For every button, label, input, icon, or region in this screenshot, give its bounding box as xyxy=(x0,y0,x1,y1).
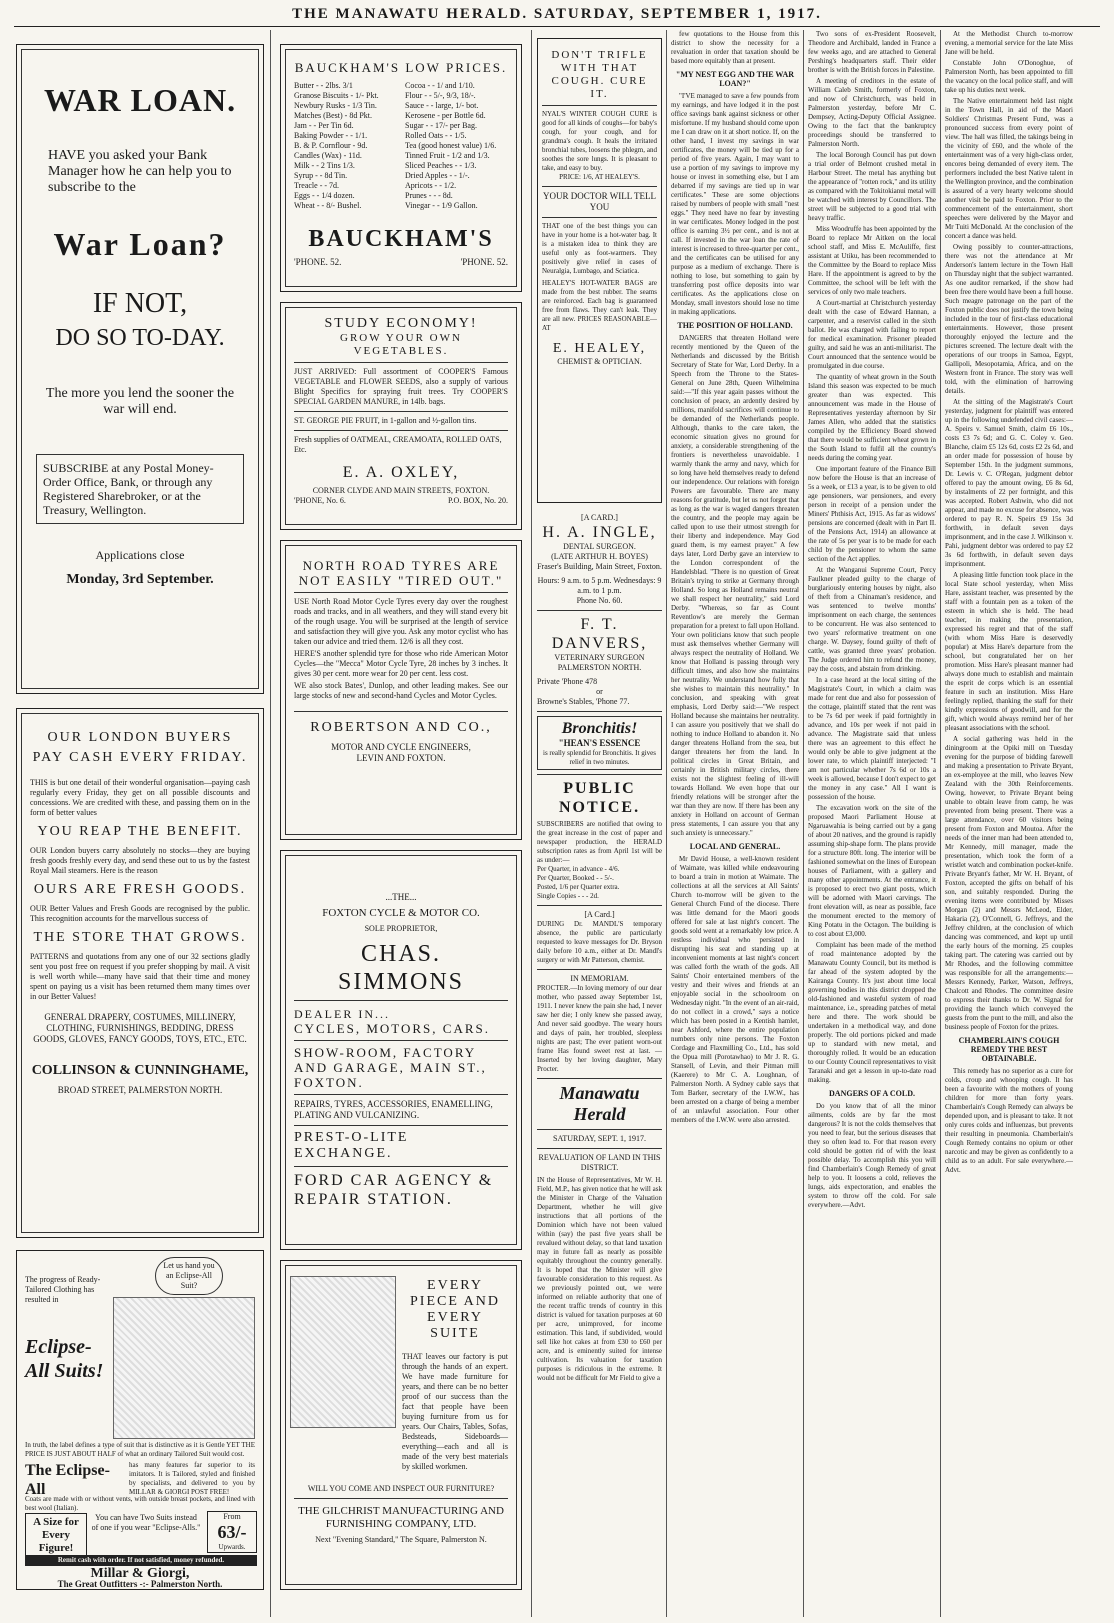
bauckham-name: BAUCKHAM'S xyxy=(308,226,494,252)
eclipse-size-box: A Size for Every Figure! xyxy=(25,1513,87,1558)
simmons-repairs: REPAIRS, TYRES, ACCESSORIES, ENAMELLING, PLATING AND VULCANIZING. xyxy=(294,1099,493,1120)
oxley-phone: 'PHONE, No. 6. xyxy=(294,496,346,505)
mandl-notice: DURING Dr. MANDL'S temporary absence, the public are particularly requested to leave messages for Dr. Bryson daily before 10 a.m., either at Dr. Mandl's surgery or with Mr Patterson, chemist. xyxy=(537,920,662,964)
price-item: Eggs - - 1/4 dozen. xyxy=(294,191,355,200)
divider xyxy=(294,1094,508,1095)
bauckham-phone-left: 'PHONE. 52. xyxy=(294,257,342,267)
london-para-4: PATTERNS and quotations from any one of our 32 sections gladly sent you post free on request if you prefer shopping by mail. A visit is well worth while—many have said that their time and money spent on paying us a visit has been returned them many times over in our Better Values! xyxy=(30,952,250,1001)
tyres-para-3: WE also stock Bates', Dunlop, and other leading makes. See our large stocks of new and second-hand Cycles and Motor Cycles. xyxy=(294,681,508,700)
price-item: Prunes - - - 8d. xyxy=(405,191,453,200)
article-paragraph: The local Borough Council has put down a trial order of Belmont crushed metal in Harbour Street. The metal has anything but the appearance of "rotten rock," and its utility as compared with the Tokitokianui metal will be watched with interest by Councillors. The street will be subjected to a good trial with heavy traffic. xyxy=(808,151,936,222)
robertson-name: ROBERTSON AND CO., xyxy=(310,720,492,735)
article-paragraph: At the Methodist Church to-morrow evening, a memorial service for the late Miss Jane will be held. xyxy=(945,30,1073,56)
price-item: Matches (Best) - 8d Pkt. xyxy=(294,111,372,120)
danvers-trade: VETERINARY SURGEON PALMERSTON NORTH. xyxy=(554,653,645,672)
war-loan-question: War Loan? xyxy=(53,226,227,262)
revaluation-headline: REVALUATION OF LAND IN THIS DISTRICT. xyxy=(538,1153,661,1172)
article-paragraph: In a case heard at the local sitting of the Magistrate's Court, in which a claim was made for rent due and also for possession of the cottage, plaintiff stated that the rent was to be 7s 6d per week if paid fortnightly in advance, and 10s per week if not paid in advance. The Magistrate said that unless there was an agreement to this effect he would only be able to give judgment at the lower rate, to which plaintiff interjected: "I am not particular whether 7s 6d or 10s a week is allowed, because I don't expect to get the money in any case." All I want is possession of the house. xyxy=(808,676,936,801)
price-item: Tea (good honest value) 1/6. xyxy=(405,141,497,150)
gilchrist-invite: WILL YOU COME AND INSPECT OUR FURNITURE? xyxy=(307,1484,495,1493)
chamberlain-article: This remedy has no superior as a cure for colds, croup and whooping cough. It has been a favourite with the mothers of young children for more than forty years. Chamberlain's Cough Remedy can always be depended upon, and is pleasant to take. It not only cures colds and influenzas, but prevents their resulting in pneumonia. Chamberlain's Cough Remedy contains no opium or other narcotic and may be given as confidently to a child as to an adult. For sale everywhere.—Advt. xyxy=(945,1067,1073,1174)
divider xyxy=(294,411,508,412)
price-item: Treacle - - 7d. xyxy=(294,181,340,190)
notice-rate-4: Single Copies - - - 2d. xyxy=(537,892,599,900)
millar-giorgi-name: Millar & Giorgi, xyxy=(90,1566,190,1581)
dangers-cold-headline: DANGERS OF A COLD. xyxy=(829,1089,915,1098)
price-item: Candles (Wax) - 11d. xyxy=(294,151,362,160)
london-title-1: OUR LONDON BUYERS xyxy=(47,730,233,745)
holland-headline: THE POSITION OF HOLLAND. xyxy=(677,321,793,330)
article-paragraph: The excavation work on the site of the proposed Maori Parliament House at Ngaruawahia is being carried out by a gang of about 20 natives, and the ground is rapidly assuming ship-shape form. The plans provide for a structure 80ft. long. The interior will be fashioned somewhat on the lines of European houses of Parliament, with a gallery and many other appointments. At the entrance, it is proposed to erect two giant posts, which will be adorned with Maori carvings. The front elevation will, as near as possible, face the monument erected to the memory of King Potatu in the Octagon. The building is to cost about £3,000. xyxy=(808,804,936,938)
article-paragraph: One important feature of the Finance Bill now before the House is that an increase of 5s a week, or £13 a year, is to be given to old age pensioners, war pensioners, and every person in receipt of a pension under the Miners' Phthisis Act, 1915. As far as widows' pensions are concerned (dealt with in Part II. of the Pensions Act, 1914) an allowance at the rate of 5s per year is to be made for each child by the pensioner to whom the same section of the Act applies. xyxy=(808,465,936,563)
divider xyxy=(542,217,657,218)
price-upwards-label: Upwards. xyxy=(218,1543,246,1551)
article-paragraph: Miss Woodruffe has been appointed by the Board to replace Mr Aitken on the local school staff, and Miss E. McAuliffe, first assistant at Utiku, has been recommended to the Committee by the Board to replace Miss Hare. If the appointment is agreed to by the Committee, the school will be left with the services of only two male teachers. xyxy=(808,225,936,296)
divider xyxy=(294,711,508,712)
divider xyxy=(294,1166,508,1167)
divider xyxy=(542,186,657,187)
notice-rate-3: Posted, 1/6 per Quarter extra. xyxy=(537,883,620,891)
divider xyxy=(294,362,508,363)
war-loan-title: WAR LOAN. xyxy=(43,82,237,118)
divider xyxy=(294,1000,508,1001)
oxley-po-box: P.O. BOX, No. 20. xyxy=(447,496,508,505)
lend-slogan: The more you lend the sooner the war will end. xyxy=(45,386,235,417)
heans-desc: is really splendid for Bronchitis. It gives relief in two minutes. xyxy=(543,749,656,766)
notice-rate-2: Per Quarter, Booked - - 5/-. xyxy=(537,874,614,882)
column-rule xyxy=(940,30,941,1617)
ingle-trade: DENTAL SURGEON. xyxy=(563,542,636,551)
local-general-article: Mr David House, a well-known resident of Waimate, was killed while endeavouring to board a train in motion at Waimate. The collections at all the services at All Saints' Church to-morrow will be given to the General Church Fund of the diocese. There was little demand for the Maori goods offered for sale at last night's concert. The goods sold went at a remarkably low price. A restless individual who persisted in disrupting his seat and standing up at inconvenient moments at last night's concert was called forth the wrath of the gods. All Saints' Choir entertained members of the vestry and their wives and friends at an enjoyable social in the schoolroom on Wednesday night. "In the event of an air-raid, do not collect in a crowd," says a notice which has been posted in a Kentish hamlet, near Ashford, where the entire population numbers only nine persons. The Foxton Cordage and Flaxmilling Co., Ltd., has sold the Opua mill (Porotawhao) to Mr J. R. G. Stansell, of Levin, and their Pitman mill (Kaerere) to Mr C. A. Loughnan, of Palmerston North. A Sydney cable says that Tom Barker, secretary of the I.W.W., has been arrested on a charge of being a member of an unlawful association. Four other members of the I.W.W. were also arrested. xyxy=(671,855,799,1124)
london-goods-list: GENERAL DRAPERY, COSTUMES, MILLINERY, CLOTHING, FURNISHINGS, BEDDING, DRESS GOODS, GLOVES, FANCY GOODS, TOYS, ETC., ETC. xyxy=(33,1012,247,1044)
divider xyxy=(537,1129,662,1130)
eclipse-speech-bubble: Let us hand you an Eclipse-All Suit? xyxy=(155,1257,223,1295)
eclipse-remit: Remit cash with order. If not satisfied, money refunded. xyxy=(25,1555,257,1566)
divider xyxy=(294,430,508,431)
healey-para-3: HEALEY'S HOT-WATER BAGS are made from the best rubber. The seams are reinforced. Each bag is guaranteed free from flaws. They can't leak. They are all new. PRICES REASONABLE—AT xyxy=(542,279,657,332)
eclipse-fine-print: In truth, the label defines a type of suit that is distinctive as it is Gentle YET THE PRICE IS JUST ABOUT HALF of what an ordinary Tailored Suit would cost. xyxy=(25,1441,255,1458)
divider xyxy=(537,905,662,906)
eclipse-brand-desc: has many features far superior to its imitators. It is Tailored, styled and finished by specialists, and delivered to you by MILLAR & GIORGI POST FREE! xyxy=(129,1461,255,1496)
ingle-card-label: [A CARD.] xyxy=(581,513,618,522)
applications-close-label: Applications close xyxy=(95,548,185,562)
tyres-para-1: USE North Road Motor Cycle Tyres every day over the roughest roads and tracks, and in all weathers, and they will stand every bit of the rough usage. You will be surprised at the length of service and satisfaction they will give you. Ask any motor cyclist who has taken our advice and tried them. 12/6 is all they cost. xyxy=(294,597,508,646)
ingle-name: H. A. INGLE, xyxy=(542,524,657,541)
bauckham-title: BAUCKHAM'S LOW PRICES. xyxy=(294,60,508,75)
column-5 xyxy=(808,30,936,1617)
eclipse-two-suits: You can have Two Suits instead of one if you wear "Eclipse-Alls." xyxy=(91,1513,201,1532)
london-heading-2: OURS ARE FRESH GOODS. xyxy=(33,882,247,897)
dangers-cold-article: Do you know that of all the minor ailments, colds are by far the most dangerous? It is not the colds themselves that you need to fear, but the serious diseases that they so often lead to. For that reason every cold should be gotten rid of with the least possible delay. To accomplish this you will find Chamberlain's Cough Remedy of great help to you. It loosens a cold, relieves the lungs, aids expectoration, and enables the system to throw off the cold. For sale everywhere.—Advt. xyxy=(808,1102,936,1209)
article-paragraph: The quantity of wheat grown in the South Island this season was expected to be much greater than was expected. This announcement was made in the House of Representatives yesterday afternoon by Sir James Allen, who added that the statistics compiled by the Efficiency Board showed that there would be sufficient wheat grown in the South Island to fulfil all the country's needs during the coming year. xyxy=(808,373,936,462)
price-item: Milk - - 2 Tins 1/3. xyxy=(294,161,355,170)
divider xyxy=(537,1148,662,1149)
oxley-contacts xyxy=(294,496,508,506)
simmons-showroom: SHOW-ROOM, FACTORY AND GARAGE, MAIN ST., FOXTON. xyxy=(294,1045,487,1090)
article-paragraph: few quotations to the House from this district to show the necessity for a revaluation in order that taxation should be based more equitably than at present. xyxy=(671,30,799,65)
article-paragraph: A Court-martial at Christchurch yesterday dealt with the case of Edward Hannan, a carpenter, and a reservist called in the sixth ballot. He was charged with failing to report for medical examination. Prisoner pleaded guilty, and said he was an anti-militarist. The Court announced that the sentence would be promulgated in due course. xyxy=(808,299,936,370)
healey-trade: CHEMIST & OPTICIAN. xyxy=(557,357,642,366)
eclipse-brand: The Eclipse-All xyxy=(25,1462,110,1498)
memoriam-text: PROCTER.—In loving memory of our dear mother, who passed away September 1st, 1911. I never knew the pain she had, I never saw her die; I only knew she passed away, And never said goodbye. The weary hours and days of pain, her troubled, sleepless nights are past; The ever patient worn-out frame Has found sweet rest at last. —Inserted by her loving daughter, Mary Procter. xyxy=(537,984,662,1073)
simmons-ad xyxy=(280,850,522,1250)
masthead: THE MANAWATU HERALD. SATURDAY, SEPTEMBER 1, 1917. xyxy=(292,6,822,22)
millar-giorgi-tagline: The Great Outfitters -:- Palmerston North. xyxy=(57,1579,223,1589)
divider xyxy=(294,1125,508,1126)
london-title-2: PAY CASH EVERY FRIDAY. xyxy=(32,750,248,765)
price-item: Wheat - - 8/- Bushel. xyxy=(294,201,362,210)
bauckham-phones xyxy=(294,257,508,268)
heans-product: "HEAN'S ESSENCE xyxy=(558,738,641,748)
article-paragraph: At the sitting of the Magistrate's Court yesterday, judgment for plaintiff was entered up in the following undefended civil cases:—A. Speirs v. Samuel Smith, claim £6 10s., costs £3 7s 6d; and G. C. Coley v. Geo. Blanche, claim £5 12s 6d, costs £2 2s 6d, and an order made for possession of house by September 15th. In the judgment summons, Dr. Lewis v. C. O'Regan, judgment debtor offered to pay the amount owing, £6 8s 6d, by instalments of 22 per fortnight, and this was accepted. Robert Ashwin, who did not appear, and made no excuse for absence, was ordered to pay R. N. Speirs £9 15s 3d forthwith, in default seven days imprisonment, and in the case J. Wilkinson v. Pahi, judgment debtor was ordered to pay £2 3s 6d forthwith, in default seven days imprisonment. xyxy=(945,398,1073,568)
article-paragraph: At the Wanganui Supreme Court, Percy Faulkner pleaded guilty to the charge of burglariously entering houses by night, also of theft from a Chinaman's residence, and was sentenced to twelve months' imprisonment on each charge, the sentences to be concurrent. He was also sentenced to two years' reformative treatment on one charge. W. Daysey, found guilty of theft of cattle, was granted three years' probation. The Judge ordered him to refund the money, pay the costs, and abstain from drinking. xyxy=(808,566,936,673)
chamberlain-headline: CHAMBERLAIN'S COUGH REMEDY THE BEST OBTAINABLE. xyxy=(958,1036,1060,1063)
ingle-address: Fraser's Building, Main Street, Foxton. xyxy=(537,562,662,571)
divider xyxy=(294,1498,508,1499)
article-paragraph: A meeting of creditors in the estate of William Caleb Smith, formerly of Foxton, and now of Christchurch, was held in Palmerston yesterday, before Mr C. Dempsey, Acting-Deputy Official Assignee. Owing to the fact that the bankruptcy proceedings should be transferred to Palmerston North. xyxy=(808,77,936,148)
price-item: Butter - - 2lbs. 3/1 xyxy=(294,81,353,90)
eclipse-intro: The progress of Ready-Tailored Clothing has resulted in xyxy=(25,1275,101,1304)
london-para-1: THIS is but one detail of their wonderful organisation—paying cash regularly every Friday, they get on all possible discounts and concessions. We are credited with these, and passing them on in the form of better values xyxy=(30,778,250,817)
ingle-card xyxy=(537,513,662,606)
robertson-place: LEVIN AND FOXTON. xyxy=(356,753,446,763)
if-not-text: IF NOT, xyxy=(92,288,188,319)
divider xyxy=(537,711,662,712)
price-item: Kerosene - per Bottle 6d. xyxy=(405,111,486,120)
article-paragraph: A social gathering was held in the diningroom at the Opiki mill on Tuesday evening for the purpose of bidding farewell and making a presentation to Private Bryant, an ex-employee at the mill, who leaves New Zealand with the 30th Reinforcements. Owing, however, to Private Bryant being unable to obtain leave from camp, he was prevented from being present. There was a large attendance, over 60 visitors being present from Foxton and Moutoa. After the needs of the inner man had been attended to, Mr Kennedy, mill manager, made the presentation, which took the form of a wristlet watch and combination pocket-knife. Private Bryant's father, Mr W. H. Bryant, of Foxton, accepted the gifts on behalf of his son, and suitably responded. During the evening items were contributed by Misses Morgan (2) and Messrs McLeod, Elder, Hakaria (2), O'Connell, G. Jeffreys, and the Jeffrey children, at the conclusion of which dancing was commenced, and kept up until the early hours of the morning. 25 couples taking part. The catering was carried out by Mr Rhodes, and the following committee was responsible for all the arrangements:—Messrs Kennedy, Parker, Watson, Jeffreys, Chalcott and Rhodes. The committee desire to express their thanks to Dr. W. Signal for providing the launch which conveyed the guests from the punt to the mill, and also the business people of Foxton for the prizes. xyxy=(945,735,1073,1031)
nest-egg-article: "I'VE managed to save a few pounds from my earnings, and have lodged it in the post office savings bank against sickness or other misfortune. If my husband should come upon me I can draw on it at short notice. If, on the other hand, I invest my savings in war certificates, the money will be tied up for a period of five years. Again, I may want to use a portion of my savings to improve my house or invest in something else, but I am debarred if my savings are tied up in war certificates." These are some objections raised by numbers of people with small "nest eggs." They need have no fear by investing in war certificates. Money lodged in the post office is earning 3½ per cent., and is not at call. If invested in the war loan the rate of interest is increased to three-quarter per cent., and the certificates can be utilised for any purpose as a medium of exchange. There is nothing to lose, but something to gain by transferring post office deposits into war certificates. As the applications close on Monday, small investors should lose no time in making applications. xyxy=(671,92,799,316)
do-so-today-text: DO SO TO-DAY. xyxy=(55,325,225,351)
bronchitis-title: Bronchitis! xyxy=(561,720,638,737)
gilchrist-ad xyxy=(280,1260,522,1590)
herald-date: SATURDAY, SEPT. 1, 1917. xyxy=(553,1134,646,1143)
local-general-headline: LOCAL AND GENERAL. xyxy=(689,842,781,851)
price-item: Cocoa - - 1/ and 1/10. xyxy=(405,81,475,90)
healey-para-2: THAT one of the best things you can have in your home is a hot-water bag. It is a mistaken idea to think they are useful only as foot-warmers. They positively give relief in cases of Neuralgia, Lumbago, and Sciatica. xyxy=(542,222,657,275)
eclipse-all-ad xyxy=(16,1250,264,1590)
gilchrist-para: THAT leaves our factory is put through the hands of an expert. We have made furniture for years, and there can be no better proof of our success than the fact that people have been buying furniture from us for years. Our Chairs, Tables, Sofas, Bedsteads, Sideboards—everything—each and all is made of the very best materials by skilled workmen. xyxy=(402,1352,508,1471)
ingle-late: (LATE ARTHUR H. BOYES) xyxy=(551,552,648,561)
price-item: Jam - - Per Tin 6d. xyxy=(294,121,354,130)
price-item: Sugar - - 17/- per Bag. xyxy=(405,121,477,130)
notice-para: SUBSCRIBERS are notified that owing to the great increase in the cost of paper and newspaper production, the HERALD subscription rates as from April 1st will be as under:— xyxy=(537,820,662,864)
revaluation-article: IN the House of Representatives, Mr W. H. Field, M.P., has given notice that he will ask the Minister in Charge of the Valuation Department, whether he will give instructions that all portions of the Dominion which have not been valued within (say) the past five years shall be revalued without delay, so that land taxation may in future fall as nearly as possible equitably throughout the country generally. It is hoped that the Minister will give favourable consideration to this request. As we previously pointed out, we were informed on reliable authority that one of the recent traffic trends of country in this district is valued for taxation purposes at 60 per acre, unimproved, for income estimation. This land, if subdivided, would sell like hot cakes at from £30 to £60 per acre, and is eminently suited for intense cultivation. Its valuation for taxation purposes is ridiculous in the extreme. It would not be difficult for Mr Field to give a xyxy=(537,1176,662,1382)
oxley-para-3: Fresh supplies of OATMEAL, CREAMOATA, ROLLED OATS, Etc. xyxy=(294,435,502,454)
simmons-sole: SOLE PROPRIETOR, xyxy=(364,924,438,933)
column-6 xyxy=(945,30,1073,1617)
war-loan-ad xyxy=(16,44,264,694)
price-value: 63/- xyxy=(217,1522,247,1542)
simmons-prestolite: PREST-O-LITE EXCHANGE. xyxy=(294,1130,409,1161)
eclipse-coats: Coats are made with or without vents, with outside breast pockets, and lined with best wool (Italian). xyxy=(25,1495,255,1512)
bank-manager-text: HAVE you asked your Bank Manager how he can help you to subscribe to the xyxy=(48,148,232,195)
article-paragraph: Owing possibly to counter-attractions, there was not the attendance at Mr Anderson's lantern lecture in the Town Hall on Thursday night that the subject warranted. As one auditor remarked, if the show had been free there would have been a full house. Such meagre patronage on the part of the Foxton public does not justify the town being included in the tour of first-class educational entertainments. However, those present thoroughly enjoyed the lecture and the pictures screened. The lecture dealt with the operations of our troops in Samoa, Egypt, Gallipoli, Mesopotamia, Africa, and on the Western front in France. The story was well told, with the elimination of harrowing details. xyxy=(945,243,1073,395)
simmons-the: ...THE... xyxy=(385,892,417,902)
price-item: Baking Powder - - 1/1. xyxy=(294,131,368,140)
card-label: [A Card.] xyxy=(584,910,615,919)
price-item: Sauce - - large, 1/- bot. xyxy=(405,101,479,110)
article-paragraph: The Native entertainment held last night in the Town Hall, in aid of the Maori Soldiers' Christmas Present Fund, was a pronounced success from every point of view. The hall was filled, the takings being in the vicinity of £60, and the whole of the entertainment was of a very high-class order, encores being demanded of every item. The performers included the best Native talent in the Wellington province, and the combination is assured of a very hearty welcome should another visit be paid to Foxton. Prior to the commencement of the entertainment, short speeches were delivered by the Mayor and Mr Tuiti McDonald. At the conclusion of the concert a dance was held. xyxy=(945,97,1073,240)
tyres-para-2: HERE'S another splendid tyre for those who ride American Motor Cycles—the "Mecca" Motor Cycle Tyre, 28 inches by 3 inches. It gives 30 per cent. more wear for 20 per cent. less cost. xyxy=(294,649,508,678)
gilchrist-title: EVERY PIECE AND EVERY SUITE xyxy=(410,1278,500,1341)
herald-nameplate: Manawatu Herald xyxy=(559,1083,640,1124)
column-4 xyxy=(671,30,799,1617)
collinson-address: BROAD STREET, PALMERSTON NORTH. xyxy=(57,1085,223,1095)
danvers-card xyxy=(537,615,662,707)
price-item: Vinegar - - 1/9 Gallon. xyxy=(405,201,478,210)
tyres-title-1: NORTH ROAD TYRES ARE xyxy=(302,558,500,573)
healey-doctor: YOUR DOCTOR WILL TELL YOU xyxy=(543,191,656,212)
price-item: Dried Apples - - 1/-. xyxy=(405,171,470,180)
man-in-suit-illustration xyxy=(113,1297,255,1439)
healey-name: E. HEALEY, xyxy=(552,341,647,356)
column-rule xyxy=(666,30,667,1617)
healey-title: DON'T TRIFLE WITH THAT COUGH. CURE IT. xyxy=(551,49,648,100)
price-item: Newbury Rusks - 1/3 Tin. xyxy=(294,101,377,110)
holland-article: DANGERS that threaten Holland were recently mentioned by the Queen of the Netherlands and discussed by the British Secretary of State for War, Lord Derby. In a Speech from the Throne to the States-General on June 28th, Queen Wilhelmina said:—"If this year again passes without the conclusion of peace, an ardently desired by millions, manifold sacrifices will continue to be demanded of the Netherlands people. Although, thanks to the care taken, the economic situation gives no ground for anxiety, a considerable strengthening of the frontiers is nevertheless unavoidable. I warmly thank the army and navy, which for so long have held themselves ready to defend our independence. Our relations with foreign Powers are favourable. There are many reasons for gratitude, but let us not forget that as long as the war is waged dangers threaten the country, and the people may again be called upon to use their utmost strength for their liberty and independence. May God guard them, is my earnest prayer." A few days later, Lord Derby gave an interview to the London correspondent of the Handelsblad. "There is no question of Great Britain's trying to strike at Germany through Holland. So long as Holland remains neutral we shall respect her neutrality," said Lord Derby. "Whereas, so far as Count Reventlow's are merely the German preparation for a pretext to fall upon Holland. Your own politicians know that such people must ask themselves whether Germany will always respect the neutrality of Holland. We know that Holland is passing through very difficult times, and also how she maintains her neutrality. We understand how fully that she wishes to maintain this neutrality." In conclusion, and speaking with great emphasis, Lord Derby said:—"We respect Holland because she maintains her neutrality. I can assure you positively that we shall do nothing to induce Holland to abandon it. No danger threatens Holland from the sea, but danger threatens her from the land. In political circles in Great Britain, and certainly in British military circles, there exists not the slightest feeling of ill-will towards Holland. We even hope that our friendly relations will be stronger after the war than they are now. If there has been any anxiety in Holland on account of German press statements, I can assure you that any such anxiety is unnecessary." xyxy=(671,334,799,837)
article-paragraph: Constable John O'Donoghue, of Palmerston North, has been appointed to fill the vacancy on the local police staff, and will take up his duties next week. xyxy=(945,59,1073,94)
price-item: Flour - - 5/-, 9/3, 18/-. xyxy=(405,91,476,100)
gilchrist-firm: THE GILCHRIST MANUFACTURING AND FURNISHING COMPANY, LTD. xyxy=(298,1505,504,1530)
masthead-rule xyxy=(14,26,1100,27)
simmons-ford: FORD CAR AGENCY & REPAIR STATION. xyxy=(294,1172,494,1208)
heans-essence-ad xyxy=(537,716,662,770)
healey-price: PRICE: 1/6, AT HEALEY'S. xyxy=(559,173,640,181)
simmons-name: CHAS. SIMMONS xyxy=(337,941,465,995)
divider xyxy=(537,610,662,611)
london-heading-3: THE STORE THAT GROWS. xyxy=(33,930,247,945)
public-notice-title: PUBLIC NOTICE. xyxy=(558,780,641,816)
london-para-2: OUR London buyers carry absolutely no stocks—they are buying fresh goods freshly every day, and send these out to us by the fastest Royal Mail steamers. Here is the reason xyxy=(30,846,250,875)
divider xyxy=(294,592,508,593)
price-item: Granose Biscuits - 1/- Pkt. xyxy=(294,91,379,100)
nest-egg-headline: "MY NEST EGG AND THE WAR LOAN?" xyxy=(675,70,795,88)
danvers-phone-2: Browne's Stables, 'Phone 77. xyxy=(537,697,630,706)
eclipse-suits-name: Eclipse-All Suits! xyxy=(25,1336,104,1382)
oxley-title-1: STUDY ECONOMY! xyxy=(324,316,478,331)
collinson-name: COLLINSON & CUNNINGHAME, xyxy=(31,1063,249,1078)
simmons-company: FOXTON CYCLE & MOTOR CO. xyxy=(322,907,480,919)
oxley-name: E. A. OXLEY, xyxy=(342,464,460,481)
danvers-phone-1: Private 'Phone 478 xyxy=(537,677,598,686)
robertson-ad xyxy=(280,540,522,840)
robertson-trade: MOTOR AND CYCLE ENGINEERS, xyxy=(331,742,471,752)
london-heading-1: YOU REAP THE BENEFIT. xyxy=(37,824,243,839)
notice-rate-1: Per Quarter, in advance - 4/6. xyxy=(537,865,620,873)
healey-para-1: NYAL'S WINTER COUGH CURE is good for all kinds of coughs—for baby's cough, for your cough, and for grandma's cough. It heals the irritated bronchial tubes, loosens the phlegm, and soothes the sore lungs. It is pleasant to take, and easy to buy. xyxy=(542,110,657,172)
oxley-address: CORNER CLYDE AND MAIN STREETS, FOXTON. xyxy=(312,486,490,495)
divider xyxy=(294,1040,508,1041)
sideboard-illustration xyxy=(290,1276,396,1428)
bauckham-phone-right: 'PHONE. 52. xyxy=(460,257,508,267)
ingle-hours: Hours: 9 a.m. to 5 p.m. Wednesdays: 9 a.m. to 1 p.m. xyxy=(537,576,662,595)
oxley-ad xyxy=(280,302,522,530)
danvers-name: F. T. DANVERS, xyxy=(551,616,648,652)
divider xyxy=(537,774,662,775)
column-rule xyxy=(531,30,532,1617)
price-item: Apricots - - 1/2. xyxy=(405,181,457,190)
article-paragraph: Two sons of ex-President Roosevelt, Theodore and Archibald, landed in France a few weeks ago, and are attached to General Pershing's headquarters staff. Their elder brother is with the British forces in Palestine. xyxy=(808,30,936,74)
column-3 xyxy=(537,30,662,1617)
london-para-3: OUR Better Values and Fresh Goods are recognised by the public. This recognition accounts for the marvellous success of xyxy=(30,904,250,923)
healey-ad xyxy=(537,38,662,503)
bauckham-ad xyxy=(280,44,522,292)
column-rule xyxy=(270,30,271,1617)
eclipse-price-box xyxy=(207,1511,257,1553)
divider xyxy=(537,969,662,970)
oxley-para-1: JUST ARRIVED: Full assortment of COOPER'S Famous VEGETABLE and FLOWER SEEDS, also a supply of various Blight Specifics for spraying fruit trees. Try COOPER'S SPECIAL GARDEN MANURE, in 14lb. bags. xyxy=(294,367,508,406)
divider xyxy=(542,105,657,106)
ingle-phone: Phone No. 60. xyxy=(576,596,623,605)
tyres-title-2: NOT EASILY "TIRED OUT." xyxy=(298,573,504,588)
article-paragraph: A pleasing little function took place in the local State school yesterday, when Miss Hare, assistant teacher, was presented by the staff with a fountain pen as a token of the esteem in which she is held. The head teacher, in making the presentation, expressed his regret and that of the staff (with whom Miss Hare is deservedly popular) at Miss Hare's departure from the school, but congratulated her on her promotion. Miss Hare's pleasant manner had always done much to establish and maintain the esprit de corps which is an essential feature in such an institution. Miss Hare feelingly replied, thanking the staff for their kindly expressions of goodwill, and for the gift, which would always remind her of her pleasant associations with the school. xyxy=(945,571,1073,732)
simmons-dealer: DEALER IN... xyxy=(294,1007,390,1021)
divider xyxy=(537,1078,662,1079)
price-item: Rolled Oats - - 1/5. xyxy=(405,131,467,140)
gilchrist-address: Next "Evening Standard," The Square, Palmerston N. xyxy=(315,1535,487,1544)
price-item: Tinned Fruit - 1/2 and 1/3. xyxy=(405,151,490,160)
price-item: Syrup - - 8d Tin. xyxy=(294,171,348,180)
simmons-deals: CYCLES, MOTORS, CARS. xyxy=(294,1021,490,1036)
memoriam-title: IN MEMORIAM. xyxy=(570,974,629,983)
price-item: Sliced Peaches - - 1/3. xyxy=(405,161,477,170)
price-item: B. & P. Cornflour - 9d. xyxy=(294,141,368,150)
danvers-or: or xyxy=(596,687,603,696)
oxley-para-2: ST. GEORGE PIE FRUIT, in 1-gallon and ½-gallon tins. xyxy=(294,416,477,425)
article-paragraph: Complaint has been made of the method of road maintenance adopted by the Manawatu County Council, but its method is far ahead of the system adopted by the Kairanga County. It's just about time local governing bodies in this district dropped the old-fashioned and wasteful system of road maintenance, i.e., spreading patches of metal here and there. The work should be undertaken in a methodical way, and done properly. The old portions picked and made up to standard with new metal, and thoroughly rolled. It would be an education to our County Council representatives to visit Taranaki and get a lesson in up-to-date road making. xyxy=(808,941,936,1084)
applications-close-date: Monday, 3rd September. xyxy=(66,572,214,587)
bauckham-price-list xyxy=(294,81,508,211)
oxley-title-2: GROW YOUR OWN VEGETABLES. xyxy=(340,332,462,357)
london-buyers-ad xyxy=(16,708,264,1238)
subscribe-box: SUBSCRIBE at any Postal Money-Order Office, Bank, or through any Registered Sharebroker, or at the Treasury, Wellington. xyxy=(36,454,244,524)
column-rule xyxy=(803,30,804,1617)
price-from-label: From xyxy=(223,1512,241,1521)
